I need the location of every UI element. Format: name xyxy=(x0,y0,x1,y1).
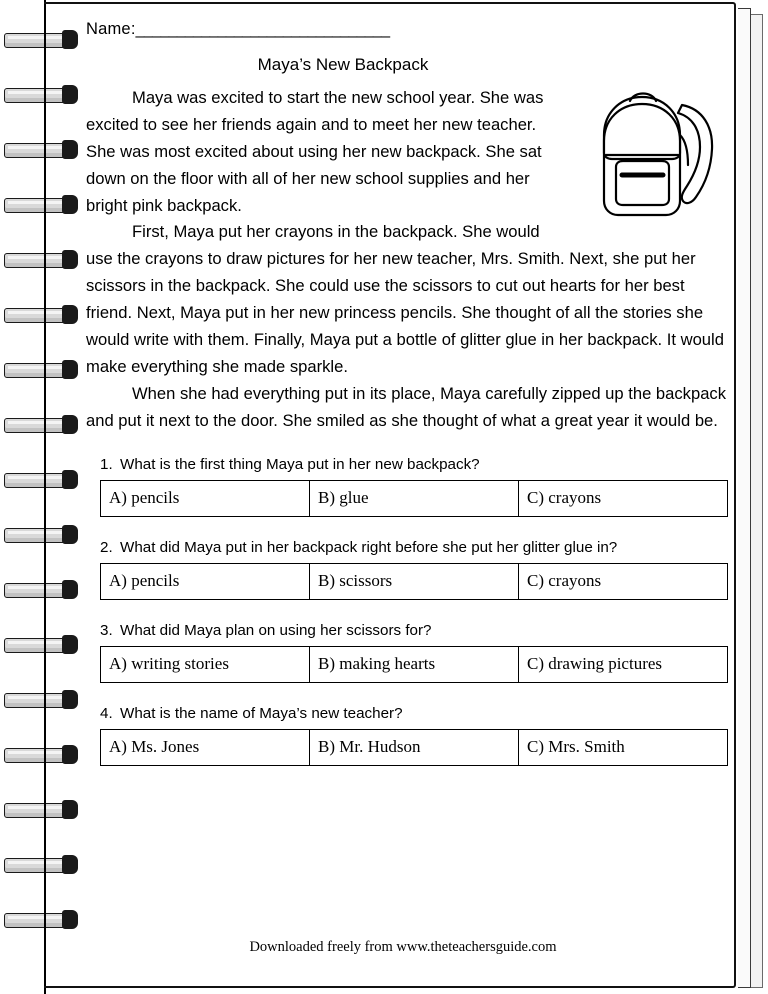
question-4-choice-a[interactable]: A) Ms. Jones xyxy=(101,730,310,765)
question-3-choice-c[interactable]: C) drawing pictures xyxy=(527,654,663,674)
question-1-prompt: What is the first thing Maya put in her new backpack? xyxy=(120,456,480,474)
question-2-prompt: What did Maya put in her backpack right before she put her glitter glue in? xyxy=(120,539,618,557)
question-1-choice-a[interactable]: A) pencils xyxy=(101,481,310,516)
name-label: Name: xyxy=(86,20,136,38)
page-stack-edge-back xyxy=(750,14,763,988)
question-block-3 xyxy=(86,622,730,683)
question-1-choices xyxy=(100,480,728,517)
question-4-number: 4. xyxy=(100,705,113,723)
question-2-choices xyxy=(100,563,728,600)
backpack-icon xyxy=(570,79,730,227)
passage-paragraph-1: Maya was excited to start the new school year. She was excited to see her friends again and to meet her new teacher. She was most excited about using her new backpack. She sat down on the floor with all of her new school supplies and her bright pink backpack. xyxy=(86,88,544,215)
question-1-choice-b[interactable]: B) glue xyxy=(310,481,519,516)
question-1-text xyxy=(86,456,730,473)
question-3-number: 3. xyxy=(100,622,113,640)
page-stack-edge-front xyxy=(738,8,751,988)
footer-attribution: Downloaded freely from www.theteachersguide.com xyxy=(249,939,557,955)
question-block-4 xyxy=(86,705,730,766)
worksheet-content xyxy=(86,14,730,974)
name-blank-line[interactable]: _______________________________ xyxy=(135,20,390,38)
question-1-number: 1. xyxy=(100,456,113,474)
question-4-text xyxy=(86,705,730,722)
reading-passage xyxy=(86,85,730,434)
question-block-2 xyxy=(86,539,730,600)
name-field-row xyxy=(86,20,730,39)
question-3-text xyxy=(86,622,730,639)
question-2-text xyxy=(86,539,730,556)
question-4-choices xyxy=(100,729,728,766)
page-title: Maya’s New Backpack xyxy=(257,55,429,74)
passage-paragraph-3: When she had everything put in its place, Maya carefully zipped up the backpack and put it next to the door. She smiled as she thought of what a great year it would be. xyxy=(86,383,727,430)
question-block-1 xyxy=(86,456,730,517)
passage-paragraph-2: First, Maya put her crayons in the backpack. She would use the crayons to draw pictures for her new teacher, Mrs. Smith. Next, she put her scissors in the backpack. She could use the scissors to cut out hearts for her best friend. Next, Maya put in her new princess pencils. She thought of all the stories she would write with them. Finally, Maya put a bottle of glitter glue in her backpack. It would make everything she made sparkle. xyxy=(86,222,724,376)
question-3-choices xyxy=(100,646,728,683)
question-1-choice-c[interactable]: C) crayons xyxy=(527,488,602,508)
question-4-choice-b[interactable]: B) Mr. Hudson xyxy=(310,730,519,765)
question-2-number: 2. xyxy=(100,539,113,557)
question-2-choice-a[interactable]: A) pencils xyxy=(101,564,310,599)
question-3-choice-a[interactable]: A) writing stories xyxy=(101,647,310,682)
question-4-choice-c[interactable]: C) Mrs. Smith xyxy=(527,737,625,757)
question-4-prompt: What is the name of Maya’s new teacher? xyxy=(120,705,403,723)
question-2-choice-b[interactable]: B) scissors xyxy=(310,564,519,599)
question-3-prompt: What did Maya plan on using her scissors for? xyxy=(120,622,432,640)
question-3-choice-b[interactable]: B) making hearts xyxy=(310,647,519,682)
question-2-choice-c[interactable]: C) crayons xyxy=(527,571,602,591)
